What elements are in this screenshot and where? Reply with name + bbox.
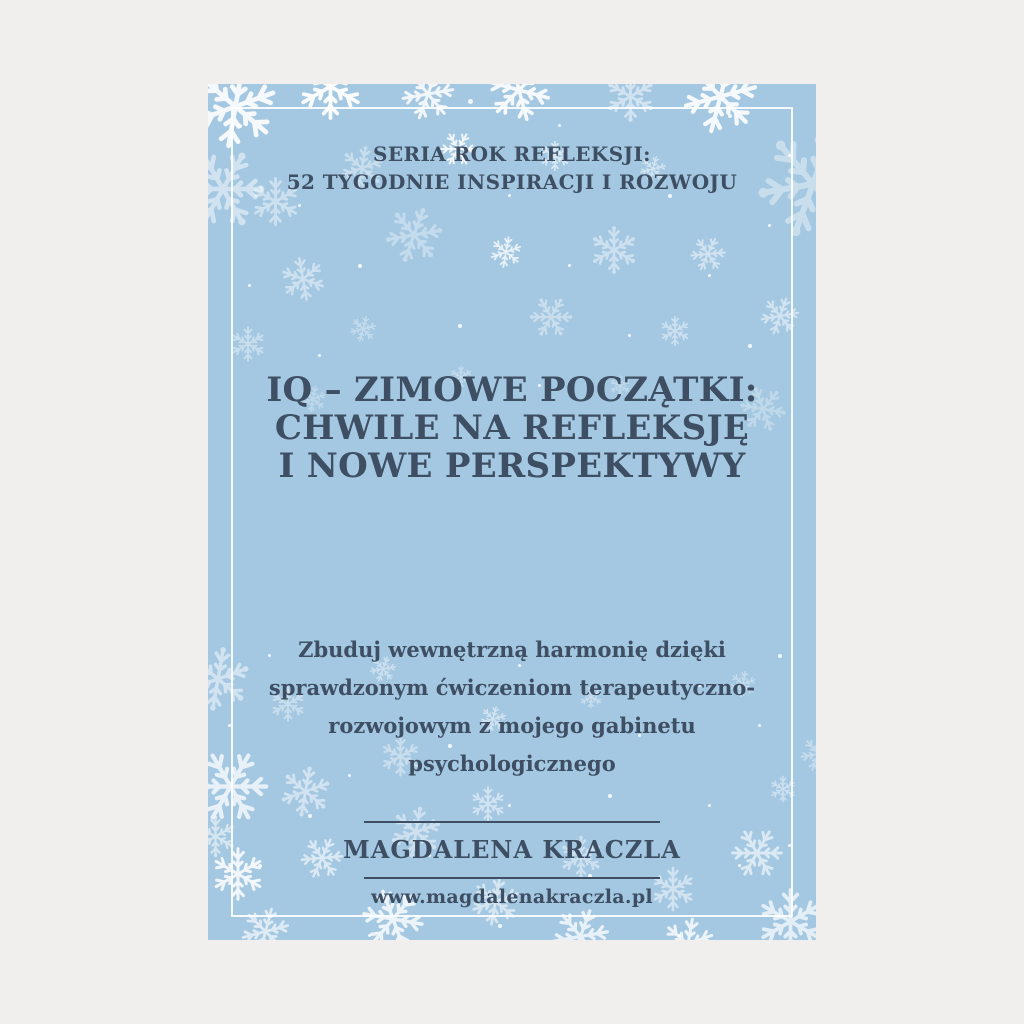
author-divider-top bbox=[364, 821, 660, 823]
title-line-2: CHWILE NA REFLEKSJĘ bbox=[274, 408, 750, 448]
author-divider-bottom bbox=[364, 877, 660, 879]
title-line-3: I NOWE PERSPEKTYWY bbox=[278, 446, 746, 486]
author-name: MAGDALENA KRACZLA bbox=[343, 835, 681, 864]
subtitle-line-4: psychologicznego bbox=[408, 751, 616, 776]
series-line-1: SERIA ROK REFLEKSJI: bbox=[373, 142, 651, 166]
title-line-1: IQ – ZIMOWE POCZĄTKI: bbox=[266, 370, 758, 410]
cover-content bbox=[208, 84, 816, 940]
subtitle-line-3: rozwojowym z mojego gabinetu bbox=[328, 713, 696, 738]
book-cover bbox=[208, 84, 816, 940]
series-line-2: 52 TYGODNIE INSPIRACJI I ROZWOJU bbox=[286, 170, 738, 194]
website-url: www.magdalenakraczla.pl bbox=[371, 886, 653, 908]
book-title bbox=[216, 371, 808, 485]
book-subtitle bbox=[236, 631, 788, 783]
subtitle-line-2: sprawdzonym ćwiczeniom terapeutyczno- bbox=[268, 675, 756, 700]
subtitle-line-1: Zbuduj wewnętrzną harmonię dzięki bbox=[298, 637, 726, 662]
series-heading bbox=[218, 140, 806, 196]
